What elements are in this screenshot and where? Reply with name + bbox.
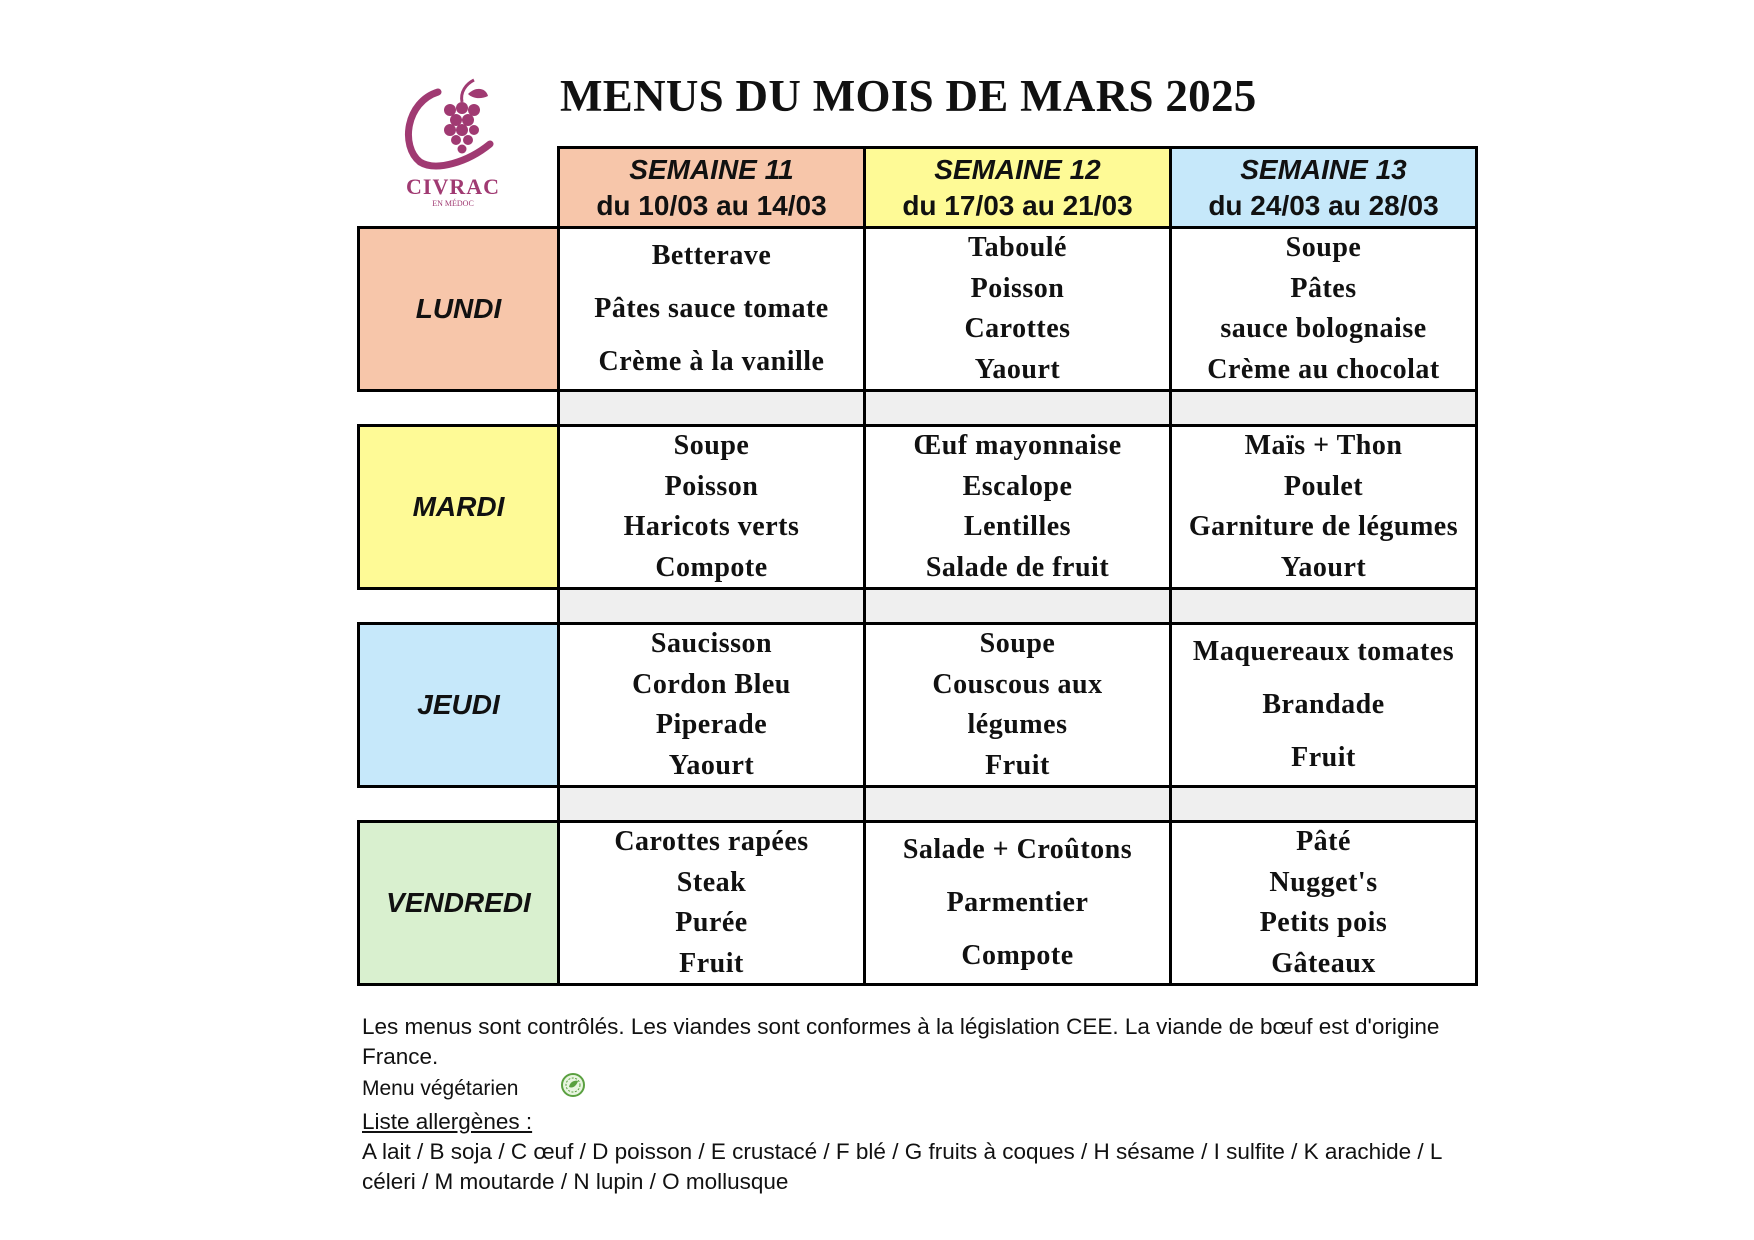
separator-cell [559,391,865,426]
weeks-header-row [359,148,1477,228]
meal-item: Compote [655,551,768,583]
meal-cell [559,822,865,985]
meal-cell [1171,822,1477,985]
meal-item: Purée [675,907,748,939]
vegetarian-legend [362,1072,1482,1107]
meal-item: Maïs + Thon [1244,430,1403,461]
meal-item: Crème à la vanille [598,345,825,377]
meal-item: Parmentier [946,886,1089,918]
meal-item: Fruit [1291,741,1356,773]
day-row-vendredi [359,822,1477,985]
meal-item: Crème au chocolat [1207,353,1440,385]
meal-item: Garniture de légumes [1188,511,1459,543]
meal-item: Piperade [655,709,768,741]
separator-cell [1171,589,1477,624]
meal-item: Brandade [1262,688,1385,720]
meal-item: sauce bolognaise [1220,313,1427,345]
day-row-jeudi [359,624,1477,787]
footer-notes [362,1012,1482,1197]
meal-item: Fruit [985,749,1050,781]
day-label-mardi: MARDI [359,426,559,589]
meal-item: Soupe [1285,232,1362,263]
meal-item: Pâté [1296,826,1351,857]
week-header-11 [559,148,865,228]
meal-item: Salade + Croûtons [902,834,1133,866]
meal-item: Carottes [964,313,1071,345]
meal-cell [1171,228,1477,391]
separator-cell [865,391,1171,426]
vegetarian-label: Menu végétarien [362,1077,519,1101]
menu-table [357,146,1478,986]
meal-item: Soupe [979,628,1056,659]
week-name: SEMAINE 11 [629,153,794,185]
meal-item: Salade de fruit [925,551,1110,583]
logo-subtitle: EN MÉDOC [432,199,474,208]
meal-item: Compote [961,939,1074,971]
meal-cell [1171,624,1477,787]
separator-cell [559,787,865,822]
separator-row [359,589,1477,624]
corner-blank [359,148,559,228]
meal-item: Yaourt [668,749,755,781]
meal-cell [865,822,1171,985]
meal-cell [559,228,865,391]
meal-item: Lentilles [963,511,1072,543]
week-dates: du 10/03 au 14/03 [596,189,827,221]
week-header-13 [1171,148,1477,228]
meal-item: Yaourt [1280,551,1367,583]
meal-item: Fruit [679,947,744,979]
meal-item: Yaourt [974,353,1061,385]
day-label-vendredi: VENDREDI [359,822,559,985]
allergens-title: Liste allergènes : [362,1109,533,1134]
meal-item: Cordon Bleu [632,668,791,700]
day-label-jeudi: JEUDI [359,624,559,787]
meal-item: Steak [676,866,747,898]
separator-cell [865,589,1171,624]
meal-cell [559,426,865,589]
meal-item: Maquereaux tomates [1192,636,1455,668]
week-name: SEMAINE 13 [1240,153,1407,185]
week-header-12 [865,148,1171,228]
day-row-mardi [359,426,1477,589]
meal-item: Poisson [970,272,1065,304]
separator-row [359,787,1477,822]
allergens-list: A lait / B soja / C œuf / D poisson / E crustacé / F blé / G fruits à coques / H sésame / I sulfite / K arachide / L céleri / M moutarde / N lupin / O mollusque [362,1139,1442,1194]
meal-item: Pâtes [1290,272,1357,304]
meal-cell [559,624,865,787]
meal-item: Saucisson [650,628,773,659]
day-label-lundi: LUNDI [359,228,559,391]
meal-item: Carottes rapées [614,826,809,857]
separator-blank [359,589,559,624]
day-row-lundi [359,228,1477,391]
meal-item: Escalope [962,470,1073,502]
meal-item: Haricots verts [623,511,800,543]
meal-cell [1171,426,1477,589]
meal-item: Œuf mayonnaise [913,430,1122,461]
week-dates: du 17/03 au 21/03 [902,189,1133,221]
week-dates: du 24/03 au 28/03 [1208,189,1439,221]
logo-name: CIVRAC [406,174,500,199]
separator-cell [1171,787,1477,822]
separator-cell [865,787,1171,822]
meal-cell [865,426,1171,589]
week-name: SEMAINE 12 [934,153,1101,185]
vegetarian-leaf-icon [560,1072,586,1107]
meal-item: Petits pois [1259,907,1388,939]
separator-row [359,391,1477,426]
meal-item: légumes [967,709,1068,741]
meal-item: Gâteaux [1271,947,1376,979]
meal-item: Poisson [664,470,759,502]
meal-cell [865,624,1171,787]
meal-item: Soupe [673,430,750,461]
meal-item: Couscous aux [932,668,1103,700]
separator-cell [559,589,865,624]
meal-item: Nugget's [1269,866,1378,898]
page-title: MENUS DU MOIS DE MARS 2025 [560,71,1257,121]
controls-note: Les menus sont contrôlés. Les viandes sont conformes à la législation CEE. La viande de bœuf est d'origine France. [362,1014,1440,1069]
meal-item: Poulet [1283,470,1364,502]
separator-blank [359,391,559,426]
meal-item: Pâtes sauce tomate [594,292,829,324]
meal-cell [865,228,1171,391]
meal-item: Betterave [651,240,772,272]
meal-item: Taboulé [968,232,1067,263]
separator-cell [1171,391,1477,426]
separator-blank [359,787,559,822]
